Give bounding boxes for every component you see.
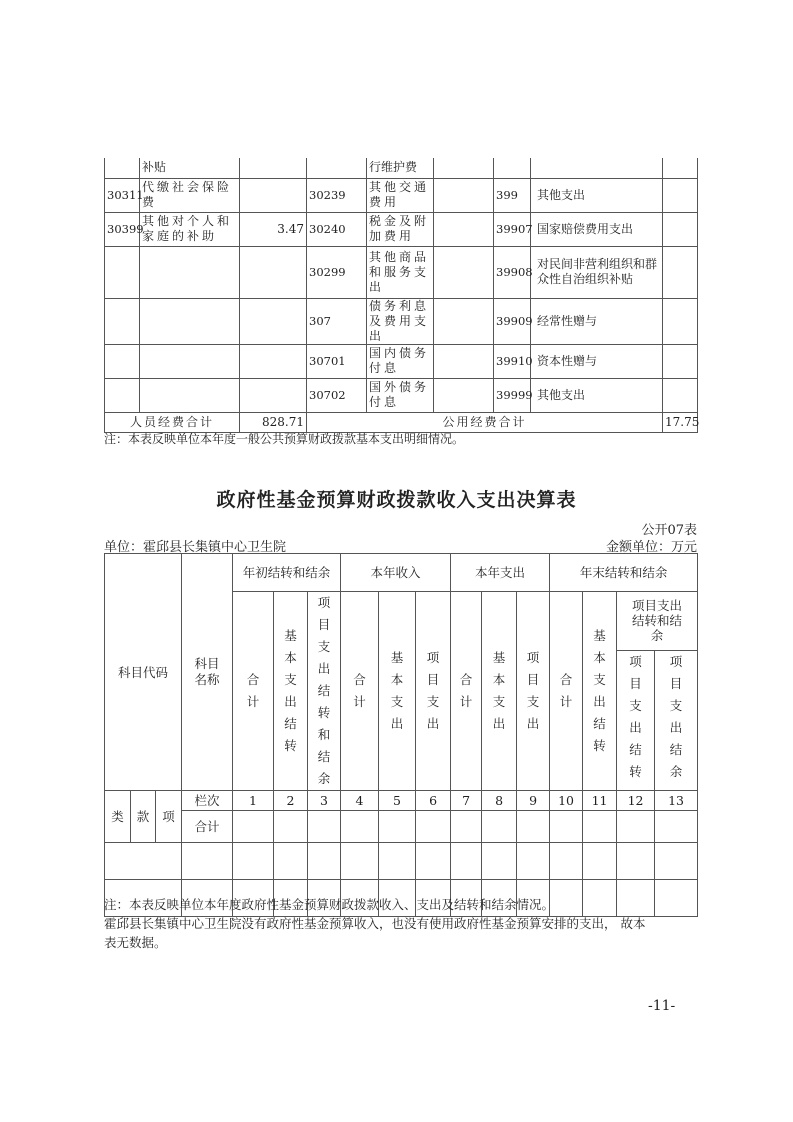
value-cell — [240, 178, 307, 212]
table-row — [105, 378, 698, 412]
table-row — [105, 344, 698, 378]
h-project-sub: 项目支出结转和结余 — [632, 598, 683, 644]
h-project-2: 项目支出 — [426, 650, 440, 731]
value-cell — [240, 378, 307, 412]
header-item: 项 — [156, 791, 182, 843]
code-cell — [105, 378, 140, 412]
code-cell: 30311 — [105, 178, 140, 212]
column-number: 7 — [451, 791, 482, 811]
value-cell — [434, 178, 494, 212]
value-cell — [434, 378, 494, 412]
value-cell — [655, 811, 698, 843]
column-number: 4 — [341, 791, 379, 811]
column-number: 3 — [308, 791, 341, 811]
column-label: 栏次 — [182, 791, 233, 811]
amount-unit-label: 金额单位：万元 — [605, 540, 697, 555]
column-number: 12 — [617, 791, 655, 811]
fund-note-1: 注：本表反映单位本年度政府性基金预算财政拨款收入、支出及结转和结余情况。 — [104, 897, 555, 912]
value-cell — [663, 212, 698, 246]
fund-note-3: 表无数据。 — [104, 935, 167, 950]
h-total-2: 合计 — [353, 672, 366, 709]
value-cell — [379, 811, 416, 843]
name-cell: 对民间非营利组织和群众性自治组织补贴 — [531, 246, 663, 298]
totals-row — [105, 412, 698, 432]
name-cell: 其他支出 — [531, 178, 663, 212]
code-cell: 307 — [307, 298, 367, 344]
name-cell: 其他商品和服务支出 — [367, 246, 434, 298]
value-cell — [482, 811, 517, 843]
value-cell — [655, 880, 698, 917]
name-cell — [531, 158, 663, 178]
value-cell — [240, 246, 307, 298]
code-cell — [307, 158, 367, 178]
h-basic-3: 基本支出 — [492, 650, 506, 731]
name-cell: 其他对个人和家庭的补助 — [140, 212, 240, 246]
public-total-value: 17.75 — [663, 412, 698, 432]
code-cell: 30299 — [307, 246, 367, 298]
top-table-note: 注：本表反映单位本年度一般公共预算财政拨款基本支出明细情况。 — [104, 432, 465, 446]
value-cell — [663, 298, 698, 344]
value-cell — [583, 811, 617, 843]
value-cell — [617, 843, 655, 880]
value-cell — [663, 178, 698, 212]
value-cell — [434, 344, 494, 378]
code-cell — [494, 158, 531, 178]
personnel-total-label: 人员经费合计 — [105, 412, 240, 432]
value-cell — [451, 843, 482, 880]
table-row — [105, 298, 698, 344]
code-cell — [105, 246, 140, 298]
name-cell: 资本性赠与 — [531, 344, 663, 378]
value-cell — [240, 158, 307, 178]
name-cell: 经常性赠与 — [531, 298, 663, 344]
value-cell — [434, 246, 494, 298]
fund-budget-table — [104, 553, 698, 917]
code-cell: 39910 — [494, 344, 531, 378]
h-project-3: 项目支出 — [526, 650, 540, 731]
name-cell: 其他交通费用 — [367, 178, 434, 212]
table-row — [105, 843, 698, 880]
value-cell — [482, 843, 517, 880]
page-number: -11- — [648, 998, 676, 1014]
value-cell — [416, 843, 451, 880]
value-cell — [663, 344, 698, 378]
value-cell — [517, 843, 550, 880]
unit-label: 单位：霍邱县长集镇中心卫生院 — [104, 540, 287, 555]
code-cell: 399 — [494, 178, 531, 212]
code-cell: 39907 — [494, 212, 531, 246]
code-cell: 30239 — [307, 178, 367, 212]
column-number-row — [105, 791, 698, 811]
value-cell — [583, 843, 617, 880]
header-income: 本年收入 — [341, 554, 451, 592]
header-name: 科目名称 — [182, 554, 233, 791]
value-cell — [308, 811, 341, 843]
name-cell: 代缴社会保险费 — [140, 178, 240, 212]
name-cell: 债务利息及费用支出 — [367, 298, 434, 344]
value-cell — [583, 880, 617, 917]
name-cell — [140, 378, 240, 412]
name-cell — [140, 298, 240, 344]
name-cell: 国内债务付息 — [367, 344, 434, 378]
name-cell — [140, 344, 240, 378]
value-cell: 3.47 — [240, 212, 307, 246]
value-cell — [663, 158, 698, 178]
basic-expenditure-table — [104, 158, 698, 433]
header-section: 款 — [131, 791, 156, 843]
column-number: 6 — [416, 791, 451, 811]
h-project-carry-1: 项目支出结转和结余 — [317, 595, 331, 786]
name-cell: 国家赔偿费用支出 — [531, 212, 663, 246]
name-cell: 税金及附加费用 — [367, 212, 434, 246]
sum-row — [105, 811, 698, 843]
table-row — [105, 246, 698, 298]
personnel-total-value: 828.71 — [240, 412, 307, 432]
value-cell — [434, 298, 494, 344]
table-number: 公开07表 — [641, 523, 697, 538]
header-category: 类 — [105, 791, 131, 843]
value-cell — [341, 843, 379, 880]
page-title: 政府性基金预算财政拨款收入支出决算表 — [216, 489, 577, 511]
header-opening: 年初结转和结余 — [233, 554, 341, 592]
table-row — [105, 178, 698, 212]
h-basic-carry-1: 基本支出结转 — [284, 628, 297, 753]
code-cell: 30240 — [307, 212, 367, 246]
code-cell — [105, 344, 140, 378]
public-total-label: 公用经费合计 — [307, 412, 663, 432]
column-number: 11 — [583, 791, 617, 811]
value-cell — [617, 811, 655, 843]
column-number: 9 — [517, 791, 550, 811]
name-cell: 行维护费 — [367, 158, 434, 178]
h-basic-2: 基本支出 — [390, 650, 404, 731]
column-number: 1 — [233, 791, 274, 811]
sum-label: 合计 — [182, 811, 233, 843]
code-cell: 39999 — [494, 378, 531, 412]
table-row — [105, 158, 698, 178]
value-cell — [416, 811, 451, 843]
code-cell: 39908 — [494, 246, 531, 298]
value-cell — [434, 158, 494, 178]
code-cell — [105, 158, 140, 178]
code-cell: 30399 — [105, 212, 140, 246]
value-cell — [617, 880, 655, 917]
value-cell — [233, 811, 274, 843]
table-row — [105, 212, 698, 246]
value-cell — [240, 298, 307, 344]
value-cell — [434, 212, 494, 246]
value-cell — [274, 811, 308, 843]
name-cell — [140, 246, 240, 298]
value-cell — [182, 843, 233, 880]
value-cell — [451, 811, 482, 843]
column-number: 5 — [379, 791, 416, 811]
code-cell: 39909 — [494, 298, 531, 344]
value-cell — [550, 843, 583, 880]
h-total-1: 合计 — [246, 672, 260, 709]
h-total-3: 合计 — [459, 672, 473, 709]
column-number: 8 — [482, 791, 517, 811]
h-project-surplus-end: 项目支出结余 — [669, 653, 683, 779]
header-closing: 年末结转和结余 — [550, 554, 698, 592]
value-cell — [341, 811, 379, 843]
code-cell: 30702 — [307, 378, 367, 412]
header-code: 科目代码 — [105, 554, 182, 791]
column-number: 2 — [274, 791, 308, 811]
code-cell: 30701 — [307, 344, 367, 378]
value-cell — [550, 811, 583, 843]
name-cell: 其他支出 — [531, 378, 663, 412]
value-cell — [233, 843, 274, 880]
column-number: 10 — [550, 791, 583, 811]
name-cell: 补贴 — [140, 158, 240, 178]
value-cell — [655, 843, 698, 880]
value-cell — [663, 246, 698, 298]
value-cell — [240, 344, 307, 378]
value-cell — [517, 811, 550, 843]
value-cell — [663, 378, 698, 412]
h-total-4: 合计 — [559, 672, 573, 709]
header-expenditure: 本年支出 — [451, 554, 550, 592]
h-project-carry-end: 项目支出结转 — [629, 653, 642, 779]
code-cell — [105, 298, 140, 344]
name-cell: 国外债务付息 — [367, 378, 434, 412]
value-cell — [274, 843, 308, 880]
value-cell — [379, 843, 416, 880]
h-basic-carry-4: 基本支出结转 — [593, 628, 606, 753]
value-cell — [550, 880, 583, 917]
fund-note-2: 霍邱县长集镇中心卫生院没有政府性基金预算收入，也没有使用政府性基金预算安排的支出， 故本 — [104, 916, 646, 931]
column-number: 13 — [655, 791, 698, 811]
value-cell — [308, 843, 341, 880]
